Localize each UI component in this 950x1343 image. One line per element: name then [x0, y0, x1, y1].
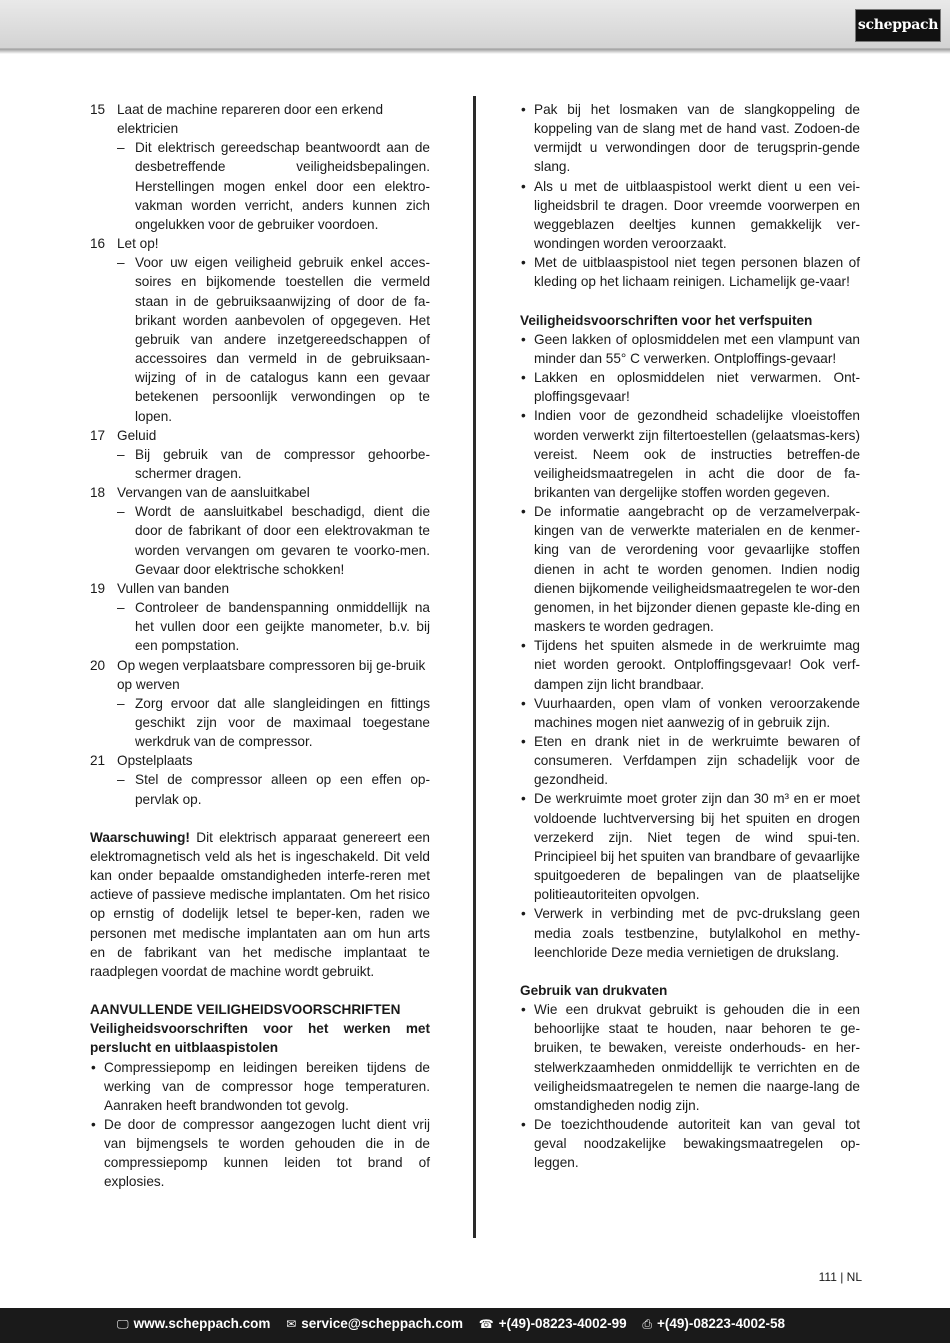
bullet-item — [520, 502, 860, 636]
item-number: 21 — [90, 753, 106, 769]
bullet-text: Compressiepomp en leidingen bereiken tijdens de werking van de compressor hoge temperaturen. Aanraken heeft brandwonden tot gevolg. — [104, 1059, 430, 1113]
column-divider — [473, 96, 476, 1238]
dash-marker: – — [117, 695, 125, 711]
dash-marker: – — [117, 504, 125, 520]
bullet-marker: • — [521, 1116, 526, 1132]
blow-gun-bullets — [520, 100, 860, 292]
numbered-item — [90, 426, 430, 483]
pressure-vessel-bullets — [520, 1000, 860, 1172]
bullet-marker: • — [91, 1059, 96, 1075]
numbered-item — [90, 100, 430, 234]
item-number: 19 — [90, 580, 106, 596]
bullet-item — [520, 406, 860, 502]
dash-marker: – — [117, 600, 125, 616]
section-heading: AANVULLENDE VEILIGHEIDSVOORSCHRIFTEN — [90, 1002, 401, 1018]
bullet-text: Eten en drank niet in de werkruimte bewaren of consumeren. Verfdampen zijn schadelijk voor de gezondheid. — [534, 734, 860, 788]
sub-item — [117, 598, 430, 655]
bullet-marker: • — [521, 791, 526, 807]
phone-number: +(49)-08223-4002-99 — [498, 1316, 627, 1331]
bullet-marker: • — [521, 331, 526, 347]
pressure-vessel-heading: Gebruik van drukvaten — [520, 982, 668, 998]
bullet-text: Pak bij het losmaken van de slangkoppeling de koppeling van de slang met de hand vast. Zodoen-de vermijdt u verwondingen door de terugsprin-gende slang. — [534, 102, 860, 175]
footer-email[interactable] — [286, 1316, 463, 1331]
bullet-marker: • — [521, 178, 526, 194]
item-title: Vullen van banden — [117, 580, 230, 596]
bullet-text: De informatie aangebracht op de verzamelverpak-kingen van de verwerkte materialen en de kenmer-king van de verordening voor gevaarlijke stoffen dienen in acht te worden genomen. Indien nodig dienen bijkomende veiligheidsmaatregelen te wor-den genomen, in het bijzonder dienen gepaste kle-ding en maskers te worden gedragen. — [534, 504, 860, 635]
bullet-text: Wie een drukvat gebruikt is gehouden die in een behoorlijke staat te houden, naar behoren te ge-bruiken, te bewaken, vereiste onderhouds- en her-stelwerkzaamheden onmiddellijk te verrichten en de veiligheidsmaatregelen te nemen die naarge-lang de omstandigheden nodig zijn. — [534, 1002, 860, 1113]
sub-item — [117, 694, 430, 751]
bullet-item — [520, 904, 860, 961]
brand-logo: scheppach — [855, 9, 941, 42]
sub-item — [117, 770, 430, 808]
bullet-marker: • — [521, 102, 526, 117]
bullet-item — [520, 789, 860, 904]
bullet-item — [520, 100, 860, 177]
bullet-item — [520, 1115, 860, 1172]
bullet-item — [520, 636, 860, 693]
header-bar — [0, 0, 950, 49]
sub-item — [117, 138, 430, 234]
sub-item — [117, 253, 430, 425]
item-number: 16 — [90, 236, 106, 252]
sub-item-text: Stel de compressor alleen op een effen op-pervlak op. — [135, 772, 430, 807]
bullet-text: De werkruimte moet groter zijn dan 30 m³ en er moet voldoende luchtverversing bij het spuiten en drogen verzekerd zijn. Niet tegen de wind spui-ten. Principieel bij het spuiten van brandbare of gevaarlijke spuitgoederen de bepalingen van de plaatselijke politieautoriteiten opvolgen. — [534, 791, 860, 903]
bullet-item — [520, 177, 860, 254]
bullet-marker: • — [91, 1116, 96, 1132]
bullet-marker: • — [521, 255, 526, 271]
bullet-item — [520, 694, 860, 732]
item-number: 18 — [90, 485, 106, 501]
bullet-marker: • — [521, 1002, 526, 1018]
footer-bar — [0, 1308, 950, 1343]
numbered-item — [90, 751, 430, 808]
bullet-text: Als u met de uitblaaspistool werkt dient u een vei-ligheidsbril te dragen. Door vreemde voorwerpen en weggeblazen deeltjes kunnen gemakkelijk ver-wondingen worden veroorzaakt. — [534, 178, 860, 252]
bullet-marker: • — [521, 638, 526, 654]
numbered-item — [90, 656, 430, 752]
numbered-item — [90, 234, 430, 426]
item-title: Vervangen van de aansluitkabel — [117, 485, 310, 501]
bullet-marker: • — [521, 370, 526, 386]
fax-icon: ⎙ — [642, 1317, 653, 1331]
bullet-text: Indien voor de gezondheid schadelijke vloeistoffen worden verwerkt zijn filtertoestellen (gelaatsmas-kers) vereist. Neem ook de instructies betreffen-de veiligheidsmaatregelen in acht die door de fa-brikanten van dergelijke stoffen worden gegeven. — [534, 408, 860, 500]
compressed-air-bullets — [90, 1058, 430, 1192]
bullet-item — [90, 1058, 430, 1115]
warning-text: Dit elektrisch apparaat genereert een elektromagnetisch veld als het is ingeschakeld. Dit veld kan onder bepaalde omstandigheden interfe-reren met actieve of passieve medische implantaten. Om het risico op ernstig of dodelijk letsel te beper-ken, raden we personen met medische implantaten aan om hun arts en de fabrikant van het medische implantaat te raadplegen voordat de machine wordt gebruikt. — [90, 829, 430, 979]
item-title: Opstelplaats — [117, 753, 193, 769]
sub-item-text: Voor uw eigen veiligheid gebruik enkel acces-soires en bijkomende toestellen die vermeld staan in de gebruiksaanwijzing of door de fa-brikant worden aanbevolen of opgegeven. Het gebruik van andere inzetgereedschappen of accessoires dan vermeld in de gebruiksaan-wijzing of in de catalogus kann een gevaar betekenen persoonlijk verwondingen op te lopen. — [135, 255, 430, 424]
header-shadow — [0, 49, 950, 54]
numbered-item — [90, 579, 430, 656]
sub-item-text: Bij gebruik van de compressor gehoorbe-schermer dragen. — [135, 446, 430, 481]
bullet-item — [520, 253, 860, 291]
sub-item — [117, 502, 430, 579]
fax-number: +(49)-08223-4002-58 — [657, 1316, 785, 1331]
item-number: 15 — [90, 102, 106, 117]
sub-item-text: Controleer de bandenspanning onmiddellijk na het vullen door een geijkte manometer, b.v. bij een pompstation. — [135, 600, 430, 654]
bullet-text: De door de compressor aangezogen lucht dient vrij van bijmengsels te worden gehouden die in de compressiepomp kunnen leiden tot brand of explosies. — [104, 1116, 430, 1190]
paint-spraying-bullets — [520, 330, 860, 962]
sub-item-text: Wordt de aansluitkabel beschadigd, dient die door de fabrikant of door een elektrovakman te worden vervangen om gevaren te voorko-men. Gevaar door elektrische schokken! — [135, 504, 430, 577]
bullet-item — [520, 1000, 860, 1115]
computer-icon: 🖵 — [117, 1317, 129, 1331]
numbered-item — [90, 483, 430, 579]
bullet-text: Geen lakken of oplosmiddelen met een vlampunt van minder dan 55° C verwerken. Ontploffings-gevaar! — [534, 331, 860, 366]
page-number: 111 | NL — [818, 1270, 862, 1284]
bullet-marker: • — [521, 504, 526, 520]
footer-fax — [642, 1316, 785, 1332]
right-column — [520, 100, 860, 1172]
paint-spraying-heading: Veiligheidsvoorschriften voor het verfspuiten — [520, 312, 813, 328]
compressed-air-heading: Veiligheidsvoorschriften voor het werken met perslucht en uitblaaspistolen — [90, 1021, 430, 1056]
bullet-text: Verwerk in verbinding met de pvc-drukslang geen media zoals testbenzine, butylalkohol en methy-leenchloride Deze media vernietigen de drukslang. — [534, 906, 860, 960]
sub-item-text: Dit elektrisch gereedschap beantwoordt aan de desbetreffende veiligheidsbepalingen. Herstellingen mogen enkel door een elektro-vakman worden verricht, anders kunnen zich ongelukken voor de gebruiker voordoen. — [135, 140, 430, 232]
phone-icon: ☎ — [478, 1317, 494, 1331]
bullet-item — [520, 368, 860, 406]
item-title: Laat de machine repareren door een erkend elektricien — [117, 102, 384, 137]
website-link[interactable]: www.scheppach.com — [133, 1316, 271, 1331]
warning-label: Waarschuwing! — [90, 829, 190, 845]
bullet-item — [90, 1115, 430, 1192]
dash-marker: – — [117, 446, 125, 462]
envelope-icon: ✉ — [286, 1317, 297, 1331]
dash-marker: – — [117, 772, 125, 788]
bullet-marker: • — [521, 734, 526, 749]
bullet-text: De toezichthoudende autoriteit kan van geval tot geval noodzakelijke bewakingsmaatregelen op-leggen. — [534, 1116, 860, 1171]
item-title: Geluid — [117, 427, 157, 443]
left-column — [90, 100, 430, 1192]
bullet-item — [520, 330, 860, 368]
sub-item — [117, 445, 430, 483]
item-title: Let op! — [117, 236, 159, 252]
item-number: 20 — [90, 657, 106, 673]
dash-marker: – — [117, 140, 125, 156]
bullet-marker: • — [521, 408, 526, 424]
footer-phone — [479, 1316, 627, 1331]
bullet-text: Met de uitblaaspistool niet tegen personen blazen of kleding op het lichaam reinigen. Lichamelijk ge-vaar! — [534, 255, 860, 290]
bullet-text: Lakken en oplosmiddelen niet verwarmen. Ont-ploffingsgevaar! — [534, 370, 860, 405]
bullet-text: Tijdens het spuiten alsmede in de werkruimte mag niet worden gerookt. Ontploffingsgevaar! Ook verf-dampen zijn licht brandbaar. — [534, 638, 860, 692]
numbered-list — [90, 100, 430, 809]
bullet-marker: • — [521, 695, 526, 711]
bullet-item — [520, 732, 860, 789]
email-link[interactable]: service@scheppach.com — [301, 1316, 463, 1331]
bullet-text: Vuurhaarden, open vlam of vonken veroorzakende machines mogen niet aanwezig of in gebruik zijn. — [534, 695, 860, 730]
item-title: Op wegen verplaatsbare compressoren bij ge-bruik op werven — [117, 657, 426, 692]
footer-website[interactable] — [117, 1316, 270, 1332]
dash-marker: – — [117, 255, 125, 271]
bullet-marker: • — [521, 906, 526, 922]
sub-item-text: Zorg ervoor dat alle slangleidingen en fittings geschikt zijn voor de maximaal toegestane werkdruk van de compressor. — [135, 695, 430, 750]
item-number: 17 — [90, 427, 106, 443]
warning-paragraph — [90, 828, 430, 981]
